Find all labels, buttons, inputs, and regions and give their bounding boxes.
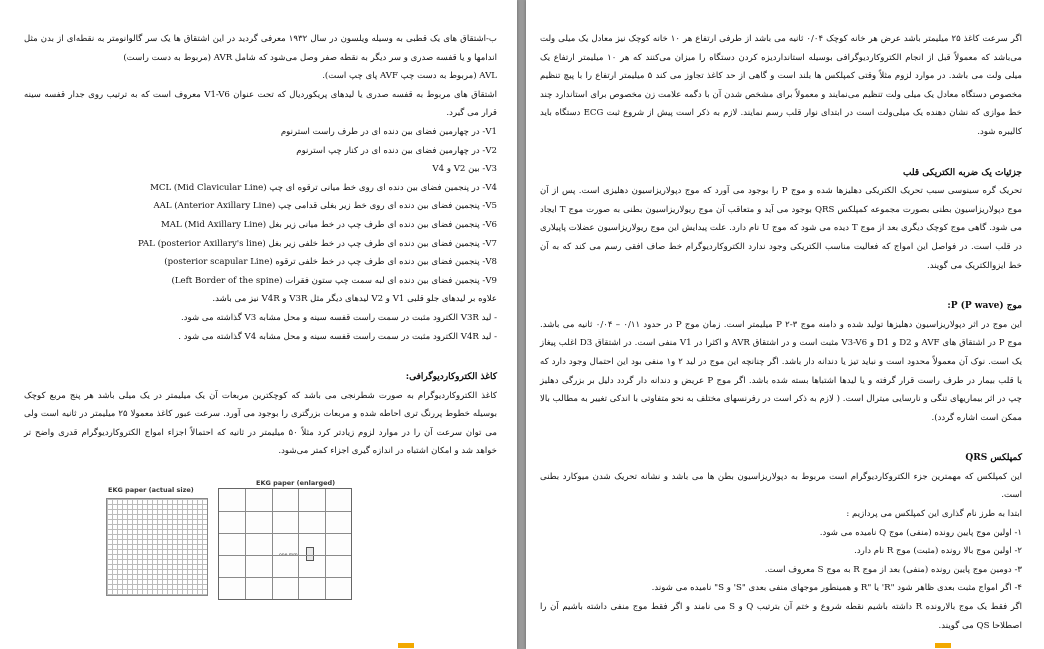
grid-line-vertical bbox=[272, 489, 273, 599]
lead-item: V7- پنجمین فضای بین دنده ای طرف چپ در خط خلفی زیر بغل PAL (posterior Axillary's line) bbox=[137, 238, 497, 249]
lead-item: V9- پنجمین فضای بین دنده ای لبه سمت چپ ستون فقرات (Left Border of the spine) bbox=[171, 275, 497, 286]
lead-item: - لید V3R الکترود مثبت در سمت راست قفسه سینه و محل مشابه V3 گذاشته می شود. bbox=[180, 312, 497, 323]
grid-line-vertical bbox=[298, 489, 299, 599]
p-wave-paragraph: این موج در اثر دپولاریزاسیون دهلیزها تولید شده و دامنه موج P ۲-۳ میلیمتر است. زمان موج P در حدود ۰/۱۱ – ۰/۰۴ ثانیه می باشد. موج P در اشتقاق های AVF و D2 و D1 و V3-V6 مثبت است و در اشتقاق AVR و اکثرا در V1 منفی است. در اشتقاق D3 اغلب پیغاز یک است. نوک آن معمولاً محدود است و نباید تیز یا دندانه دار باشد. اگر چنانچه این موج در لید ۲ و۱ منفی بود این احتمال وجود دارد که یا قلب بیمار در طرف راست قرار گرفته و یا لیدها اشتباها بسته شده باشد. اگر موج P عریض و دندانه دار گردد دلیل بر بزرگی دهلیز چپ در اثر بیماریهای تنگی و نارسایی میترال است. ( لازم به ذکر است در رفرنسهای مختلف به نحو متفاوتی با اندکی تغییر به مطالب بالا ممکن است اشاره گردد). bbox=[540, 319, 1022, 423]
grid-line-horizontal bbox=[219, 511, 351, 512]
lead-item: V5- پنجمین فضای بین دنده ای روی خط زیر بغلی قدامی چپ AAL (Anterior Axillary Line) bbox=[153, 201, 497, 212]
list-item: ۴- اگر امواج مثبت بعدی ظاهر شود "R' یا "R و همینطور موجهای منفی بعدی "S' و S" نامیده می شوند. bbox=[651, 583, 1022, 594]
ekg-grid-enlarged bbox=[218, 488, 352, 600]
figure-caption-actual: EKG paper (actual size) bbox=[108, 486, 194, 494]
lead-item: - لید V4R الکترود مثبت در سمت راست قفسه سینه و محل مشابه V4 گذاشته می شود . bbox=[178, 331, 497, 342]
left-page-text-column bbox=[24, 30, 497, 461]
footer-accent-mark bbox=[398, 643, 414, 648]
page-footer-tab bbox=[398, 643, 470, 649]
lead-item: V8- پنجمین فضای بین دنده ای طرف چپ در خط خلفی ترقوه (posterior scapular Line) bbox=[164, 257, 497, 268]
precordial-leads-list bbox=[24, 123, 497, 346]
p-wave-heading: موج P (P wave): bbox=[947, 301, 1022, 312]
footer-accent-mark bbox=[935, 643, 951, 648]
lead-item: V2- در چهارمین فضای بین دنده ای در کنار چپ استرنوم bbox=[296, 145, 497, 156]
left-page bbox=[0, 0, 517, 649]
lead-item: علاوه بر لیدهای جلو قلبی V1 و V2 لیدهای دیگر مثل V3R و V4R نیز می باشد. bbox=[212, 294, 497, 305]
list-item: ۲- اولین موج بالا رونده (مثبت) موج R نام دارد. bbox=[854, 546, 1022, 557]
list-item: ۱- اولین موج پایین رونده (منفی) موج Q نامیده می شود. bbox=[819, 527, 1022, 538]
ekg-grid-actual-size bbox=[106, 498, 208, 596]
lead-item: V3- بین V2 و V4 bbox=[432, 164, 497, 175]
ecg-paper-heading: کاغذ الکتروکاردیوگرافی: bbox=[405, 372, 497, 383]
lead-item: V1- در چهارمین فضای بین دنده ای در طرف راست استرنوم bbox=[280, 126, 497, 137]
ecg-paper-paragraph: کاغذ الکتروکاردیوگرام به صورت شطرنجی می باشد که کوچکترین مربعات آن یک میلیمتر در یک میلی باشد هر پنج مربع کوچک بوسیله خطوط پررنگ تری احاطه شده و مربعات بزرگتری را بوجود می آورد. سرعت عبور کاغذ معمولا ۲۵ میلیمتر در ثانیه است ولی می توان سرعت آن را در موارد لزوم زیادتر کرد مثلاً ۵۰ میلیمتر در ثانیه که احتمالاً اجزاء امواج الکتروکاردیوگرام قدری واضح تر خواهد شد و امکان اشتباه در اندازه گیری اجزاء کمتر می‌شود. bbox=[24, 390, 497, 457]
avl-line: AVL (مربوط به دست چپ AVF پای چپ است). bbox=[322, 71, 497, 82]
grid-line-horizontal bbox=[219, 577, 351, 578]
page-footer-tab bbox=[935, 643, 1007, 649]
right-page bbox=[526, 0, 1044, 649]
grid-line-vertical bbox=[325, 489, 326, 599]
grid-line-horizontal bbox=[219, 533, 351, 534]
ekg-paper-figure bbox=[96, 478, 354, 602]
lead-item: V6- پنجمین فضای بین دنده ای طرف چپ در خط میانی زیر بغل MAL (Mid Axillary Line) bbox=[160, 219, 497, 230]
grid-line-horizontal bbox=[219, 555, 351, 556]
qrs-heading: کمپلکس QRS bbox=[965, 453, 1022, 464]
grid-line-vertical bbox=[245, 489, 246, 599]
cardiac-impulse-heading: جزئیات یک ضربه الکتریکی قلب bbox=[903, 167, 1022, 178]
unipolar-leads-paragraph: ب-اشتقاق های یک قطبی به وسیله ویلسون در سال ۱۹۳۲ معرفی گردید در این اشتقاق ها یک سر گالوانومتر به نقطه‌ای از بدن مثل اندامها و یا قفسه صدری و سر دیگر به نقطه صفر وصل می‌شود که شامل AVR (مربوط به دست راست) bbox=[24, 34, 497, 63]
figure-caption-enlarged: EKG paper (enlarged) bbox=[256, 479, 336, 487]
qrs-naming-list bbox=[540, 524, 1022, 598]
list-item: ۳- دومین موج پایین رونده (منفی) بعد از موج R به موج S معروف است. bbox=[764, 564, 1022, 575]
qrs-closing-paragraph: اگر فقط یک موج بالارونده R داشته باشیم نقطه شروع و ختم آن بترتیب Q و S می نامند و اگر فقط موج منفی داشته باشیم آن را اصطلاحا QS می گویند. bbox=[540, 602, 1022, 631]
one-mm-marker bbox=[306, 547, 314, 561]
precordial-leads-paragraph: اشتقاق های مربوط به قفسه صدری یا لیدهای پریکوردیال که تحت عنوان V1-V6 معروف است که به ترتیب روی جدار قفسه سینه قرار می گیرد. bbox=[24, 89, 498, 119]
cardiac-impulse-paragraph: تحریک گره سینوسی سبب تحریک الکتریکی دهلیزها شده و موج P را بوجود می آورد که موج دپولاریزاسیون دهلیزی است. پس از آن موج دپولاریزاسیون بطنی بصورت مجموعه کمپلکس QRS بوجود می آید و متعاقب آن موج ریولاریزاسیون بطنی به صورت موج T ایجاد می شود. گاهی موج کوچک دیگری بعد از موج T دیده می شود که موج U نام دارد. علت پیدایش این موج ریولاریزاسیون عضلات پاپیلاری در قلب است. در فواصل این امواج که فعالیت مناسب الکتریکی وجود ندارد الکتروکاردیوگرام خط صاف افقی رسم می کند که به آن خط ایزوالکتریک می گویند. bbox=[540, 186, 1022, 271]
right-page-text-column bbox=[540, 30, 1022, 635]
qrs-paragraph: این کمپلکس که مهمترین جزء الکتروکاردیوگرام است مربوط به دپولاریزاسیون بطن ها می باشد و نشانه تحریک شدن میوکارد بطنی است. bbox=[540, 471, 1022, 501]
lead-item: V4- در پنجمین فضای بین دنده ای روی خط میانی ترقوه ای چپ MCL (Mid Clavicular Line) bbox=[150, 182, 497, 193]
qrs-naming-intro: ابتدا به طرز نام گذاری این کمپلکس می پردازیم : bbox=[846, 509, 1022, 520]
paper-speed-paragraph: اگر سرعت کاغذ ۲۵ میلیمتر باشد عرض هر خانه کوچک ۰/۰۴ ثانیه می باشد از طرفی ارتفاع هر ۱۰ خانه کوچک نیز معادل یک میلی ولت می‌باشد که معمولاً قبل از انجام الکتروکاردیوگرافی بوسیله استانداردیزه کردن دستگاه را میزان می‌کنند که هر ۱۰ میلیمتر ارتفاع یک میلی ولت می باشد. در موارد لزوم مثلاً وقتی کمپلکس ها بلند است و گاهی از حد کاغذ تجاوز می کند ۵ میلیمتر ارتفاع را با پیچ تنظیم مخصوص دستگاه معادل یک میلی ولت تنظیم می‌نمایند و معمولاً برای مشخص شدن آن با دگمه علامت زن مخصوص برای استاندارد چند خط موازی که نشان دهنده یک میلی‌ولت است در ابتدای نوار قلب رسم نمایند. لازم به ذکر است پیش از شروع ثبت ECG دستگاه باید کالیبره شود. bbox=[540, 34, 1022, 137]
